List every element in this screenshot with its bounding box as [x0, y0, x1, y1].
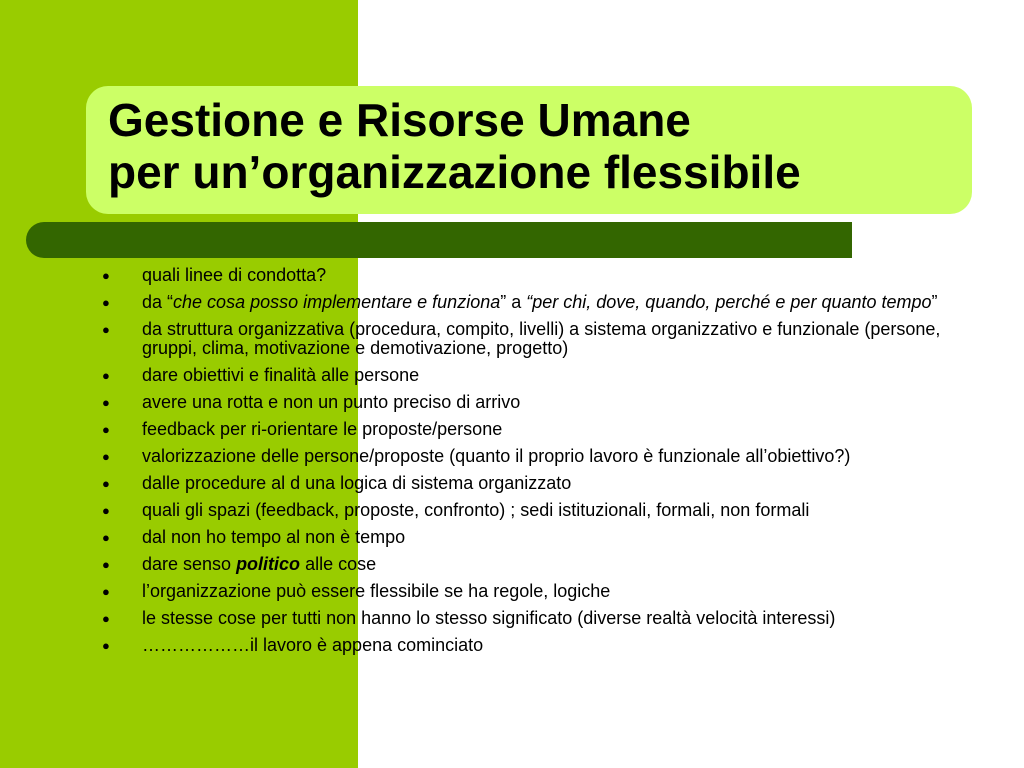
bullet-text: da struttura organizzativa (procedura, compito, livelli) a sistema organizzativo e funzionale (persone, gruppi, clima, motivazione e demotivazione, progetto) [142, 319, 941, 358]
title-underline-bar [26, 222, 852, 258]
bullet-dot-icon: ● [102, 449, 110, 464]
bullet-dot-icon: ● [102, 557, 110, 572]
bullet-dot-icon: ● [102, 422, 110, 437]
bullet-dot-icon: ● [102, 295, 110, 310]
bullet-dot-icon: ● [102, 368, 110, 383]
bullet-dot-icon: ● [102, 503, 110, 518]
bullet-dot-icon: ● [102, 395, 110, 410]
bullet-item [102, 420, 962, 439]
bullet-text: da “ [142, 292, 174, 312]
title-box [86, 86, 972, 214]
bullet-item [102, 555, 962, 574]
bullet-text: dare senso [142, 554, 237, 574]
bullet-text: ………………il lavoro è appena cominciato [142, 635, 484, 655]
bullet-dot-icon: ● [102, 638, 110, 653]
bullet-item [102, 320, 962, 358]
bullet-item [102, 393, 962, 412]
bullet-dot-icon: ● [102, 268, 110, 283]
bullet-text: le stesse cose per tutti non hanno lo stesso significato (diverse realtà velocità interessi) [142, 608, 836, 628]
bullet-item [102, 501, 962, 520]
bullet-item [102, 528, 962, 547]
bullet-item [102, 582, 962, 601]
bullet-item [102, 609, 962, 628]
bullet-dot-icon: ● [102, 530, 110, 545]
bullet-text-bold-italic: politico [236, 554, 301, 574]
bullet-item [102, 474, 962, 493]
bullet-text: l’organizzazione può essere flessibile se ha regole, logiche [142, 581, 611, 601]
bullet-dot-icon: ● [102, 584, 110, 599]
bullet-text: feedback per ri-orientare le proposte/persone [142, 419, 503, 439]
bullet-item [102, 366, 962, 385]
bullet-list [102, 258, 962, 655]
bullet-text: dare obiettivi e finalità alle persone [142, 365, 420, 385]
bullet-text: dal non ho tempo al non è tempo [142, 527, 406, 547]
bullet-text: dalle procedure al d una logica di sistema organizzato [142, 473, 572, 493]
bullet-item [102, 266, 962, 285]
bullet-text: quali linee di condotta? [142, 265, 327, 285]
bullet-dot-icon: ● [102, 611, 110, 626]
bullet-text-italic: “per chi, dove, quando, perché e per quanto tempo [526, 292, 932, 312]
bullet-text-italic: che cosa posso implementare e funziona [173, 292, 501, 312]
bullet-text: valorizzazione delle persone/proposte (quanto il proprio lavoro è funzionale all’obiettivo?) [142, 446, 851, 466]
bullet-item [102, 636, 962, 655]
bullet-text: alle cose [300, 554, 377, 574]
bullet-item [102, 447, 962, 466]
bullet-dot-icon: ● [102, 476, 110, 491]
bullet-text: avere una rotta e non un punto preciso di arrivo [142, 392, 521, 412]
bullet-text: ” [931, 292, 938, 312]
bullet-dot-icon: ● [102, 322, 110, 337]
title-line-1: Gestione e Risorse Umane [108, 94, 691, 146]
bullet-text: ” a [500, 292, 527, 312]
bullet-item [102, 293, 962, 312]
bullet-text: quali gli spazi (feedback, proposte, confronto) ; sedi istituzionali, formali, non formali [142, 500, 810, 520]
title-line-2: per un’organizzazione flessibile [108, 146, 801, 198]
